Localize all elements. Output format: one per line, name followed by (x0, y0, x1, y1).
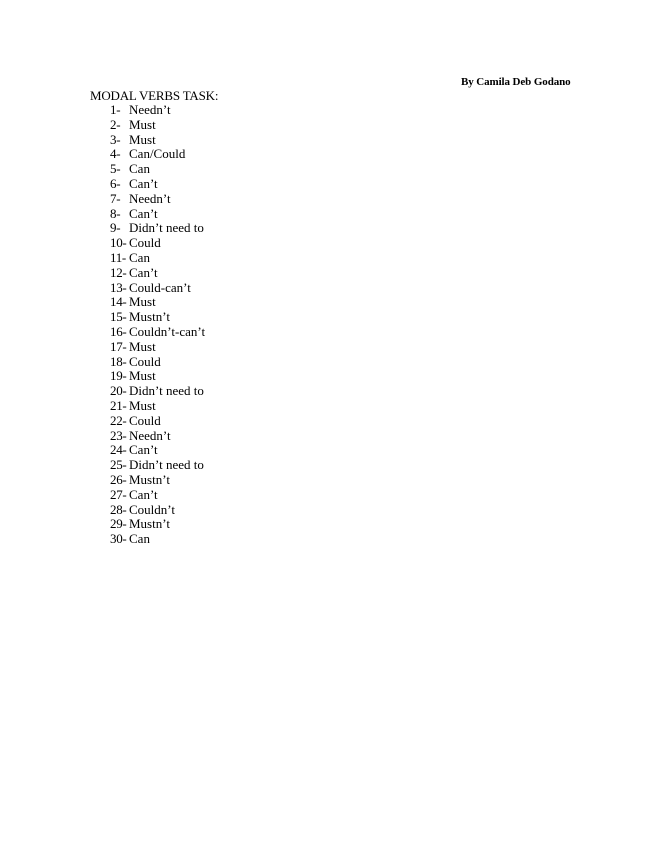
item-number: 3- (110, 131, 121, 147)
item-answer: Needn’t (129, 427, 171, 443)
item-number: 27- (110, 486, 127, 502)
item-answer: Mustn’t (129, 516, 170, 532)
item-answer: Needn’t (129, 102, 171, 117)
item-answer: Must (129, 116, 156, 132)
item-answer: Could (129, 235, 161, 251)
item-answer: Can (129, 161, 150, 177)
item-number: 2- (110, 116, 121, 132)
item-answer: Couldn’t-can’t (129, 323, 206, 339)
item-answer: Didn’t need to (129, 220, 204, 236)
item-number: 4- (110, 146, 121, 162)
item-number: 13- (110, 279, 127, 295)
item-number: 11- (110, 249, 126, 265)
item-number: 22- (110, 412, 127, 428)
item-number: 7- (110, 190, 121, 206)
item-answer: Can’t (129, 264, 158, 280)
item-answer: Could (129, 412, 161, 428)
item-answer: Can’t (129, 442, 158, 458)
item-number: 5- (110, 161, 121, 177)
item-answer: Can’t (129, 486, 158, 502)
item-number: 30- (110, 531, 127, 547)
item-answer: Mustn’t (129, 471, 170, 487)
item-answer: Can/Could (129, 146, 186, 162)
item-answer: Must (129, 368, 156, 384)
item-number: 6- (110, 175, 121, 191)
item-number: 23- (110, 427, 127, 443)
item-number: 10- (110, 235, 127, 251)
item-answer: Could (129, 353, 161, 369)
item-answer: Mustn’t (129, 309, 170, 325)
item-answer: Can (129, 249, 150, 265)
item-number: 15- (110, 309, 127, 325)
item-answer: Could-can’t (129, 279, 191, 295)
item-answer: Needn’t (129, 190, 171, 206)
item-number: 18- (110, 353, 127, 369)
item-number: 17- (110, 338, 127, 354)
item-number: 1- (110, 102, 121, 117)
item-answer: Must (129, 131, 156, 147)
item-number: 20- (110, 383, 127, 399)
item-answer: Didn’t need to (129, 383, 204, 399)
item-number: 14- (110, 294, 127, 310)
item-answer: Must (129, 397, 156, 413)
item-number: 24- (110, 442, 127, 458)
item-number: 9- (110, 220, 121, 236)
item-number: 16- (110, 323, 127, 339)
item-answer: Must (129, 294, 156, 310)
item-answer: Couldn’t (129, 501, 175, 517)
item-number: 19- (110, 368, 127, 384)
item-number: 26- (110, 471, 127, 487)
item-answer: Can (129, 531, 150, 547)
item-number: 12- (110, 264, 127, 280)
item-number: 8- (110, 205, 121, 221)
item-answer: Must (129, 338, 156, 354)
item-answer: Didn’t need to (129, 457, 204, 473)
item-answer: Can’t (129, 175, 158, 191)
item-number: 28- (110, 501, 127, 517)
item-answer: Can’t (129, 205, 158, 221)
item-number: 21- (110, 397, 127, 413)
item-number: 25- (110, 457, 127, 473)
item-number: 29- (110, 516, 127, 532)
author-line: By Camila Deb Godano (461, 76, 571, 88)
page-title: MODAL VERBS TASK: (90, 88, 219, 103)
